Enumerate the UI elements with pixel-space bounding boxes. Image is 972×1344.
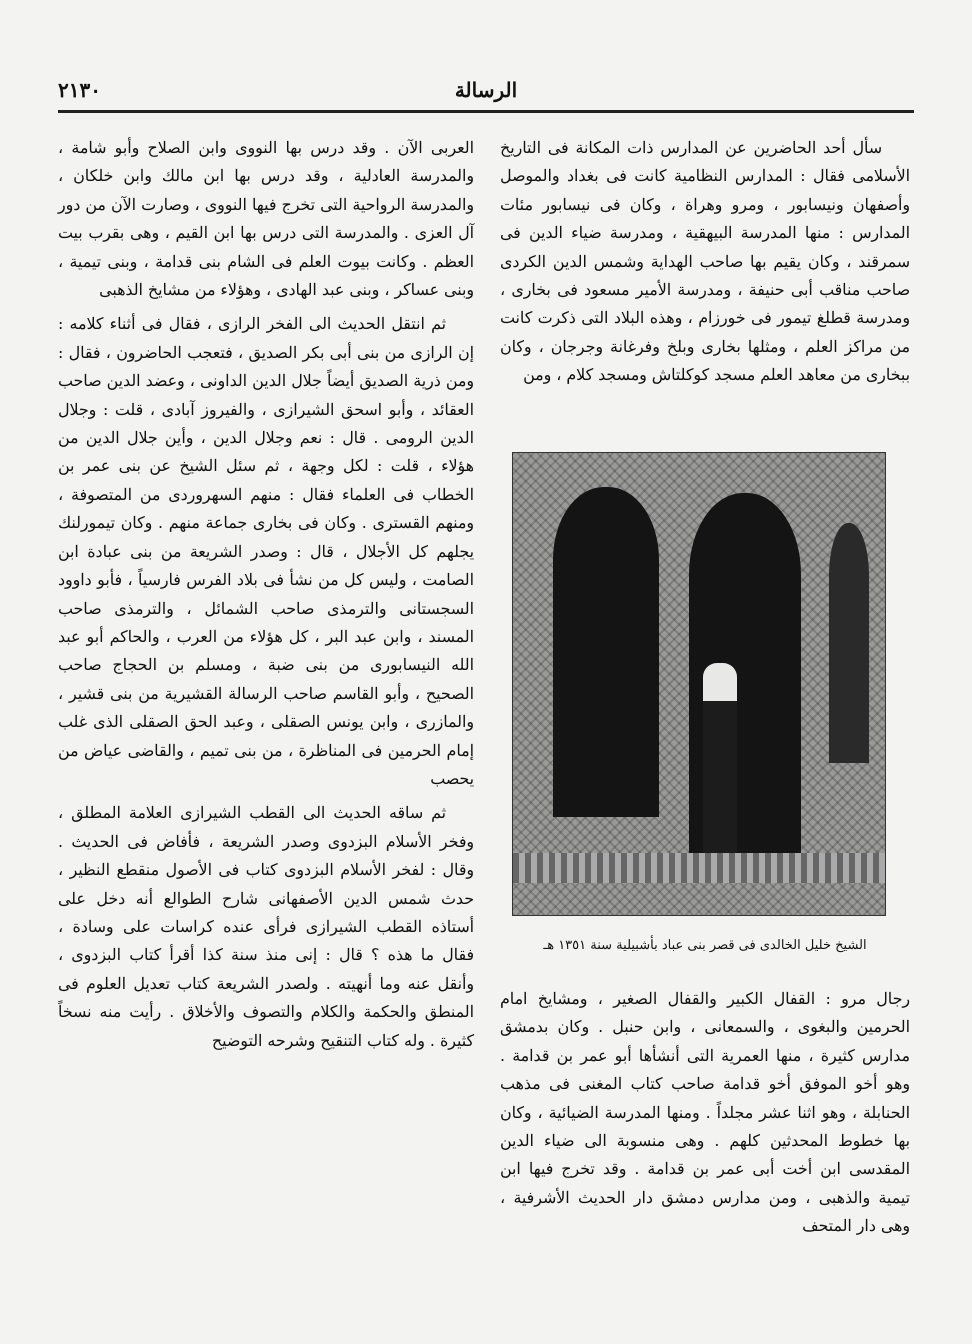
paragraph: ثم انتقل الحديث الى الفخر الرازى ، فقال فى أثناء كلامه : إن الرازى من بنى أبى بكر الصديق ، فتعجب الحاضرون ، فقال : ومن ذرية الصديق أيضاً جلال الدين الداونى ، وعضد الدين صاحب العقائد ، وأبو اسحق الشيرازى ، والفيروز آبادى ، قلت : وجلال الدين الرومى . قال : نعم وجلال الدين ، وأين جلال الدين من هؤلاء ، قلت : لكل وجهة ، ثم سئل الشيخ عن بنى عمر بن الخطاب فى العلماء فقال : منهم السهروردى من المتصوفة ، ومنهم القسترى . وكان فى بخارى جماعة منهم . وكان تيمورلنك يجلهم كل الأجلال ، قال : وصدر الشريعة من بنى عبادة ابن الصامت ، وليس كل من نشأ فى بلاد الفرس فارسياً ، فأبو داوود السجستانى والترمذى صاحب الشمائل ، والترمذى صاحب المسند ، وابن عبد البر ، كل هؤلاء من العرب ، والحاكم أبو عبد الله النيسابورى من بنى ضبة ، ومسلم بن الحجاج صاحب الصحيح ، وأبو القاسم صاحب الرسالة القشيرية من بنى قشير ، والمازرى ، وابن يونس الصقلى ، وعبد الحق الصقلى الذى غلب إمام الحرمين فى المناظرة ، من بنى تميم ، والقاضى عياض من يحصب <box>58 314 474 788</box>
arch-shape <box>553 487 659 817</box>
header-rule <box>58 110 914 113</box>
photo-sheikh-khalil-alkhalidi <box>512 452 886 916</box>
page-number: ٢١٣٠ <box>58 78 101 102</box>
paragraph: ثم ساقه الحديث الى القطب الشيرازى العلامة المطلق ، وفخر الأسلام البزدوى وصدر الشريعة ، فأفاض فى الحديث . وقال : لفخر الأسلام البزدوى كتاب فى الأصول منقطع النظير ، حدث شمس الدين الأصفهانى شارح الطوالع أنه دخل على أستاذه القطب الشيرازى فرأى عنده كراسات على وسادة ، فقال ما هذه ؟ قال : إنى منذ سنة كذا أقرأ كتاب البزدوى ، وأنقل عنه وما أنهيته . ولصدر الشريعة كتاب تعديل العلوم فى المنطق والحكمة والكلام والتصوف والأخلاق . رأيت منه نسخاً كثيرة . وله كتاب التنقيح وشرحه التوضيح <box>58 803 474 1050</box>
paragraph: سأل أحد الحاضرين عن المدارس ذات المكانة فى التاريخ الأسلامى فقال : المدارس النظامية كانت فى بغداد والموصل وأصفهان ونيسابور ، ومرو وهراة ، وكان فى نيسابور مئات المدارس : منها المدرسة البيهقية ، ومدرسة ضياء الدين فى سمرقند ، وكان يقيم بها صاحب الهداية وشمس الدين الكردى صاحب مناقب أبى حنيفة ، ومدرسة الأمير مسعود فى بخارى ، ومدرسة قطلغ تيمور فى خورزام ، وهذه البلاد التى ذكرت كانت من مراكز العلم ، ومثلها بخارى وبلخ وفرغانة وجرجان ، وكان ببخارى من معاهد العلم مسجد كوكلتاش ومسجد كلام ، ومن <box>500 138 910 385</box>
left-column <box>58 134 474 1055</box>
paragraph: رجال مرو : القفال الكبير والقفال الصغير ، ومشايخ امام الحرمين والبغوى ، والسمعانى ، وابن حنبل . وكان بدمشق مدارس كثيرة ، منها العمرية التى أنشأها أبو عمر بن قدامة . وهو أخو الموفق أخو قدامة صاحب كتاب المغنى فى مذهب الحنابلة ، وهو اثنا عشر مجلداً . ومنها المدرسة الضيائية ، وكان بها خطوط المحدثين كلهم . وهى منسوبة الى ضياء الدين المقدسى ابن أخت أبى عمر بن قدامة . وقد تخرج فيها ابن تيمية والذهبى ، ومن مدارس دمشق دار الحديث الأشرفية ، وهى دار المتحف <box>500 989 910 1236</box>
right-column-bottom <box>500 985 910 1241</box>
page-header <box>58 78 914 106</box>
page-header-title: الرسالة <box>454 78 518 102</box>
photo-caption: الشيخ خليل الخالدى فى قصر بنى عباد بأشبيلية سنة ١٣٥١ هـ <box>543 938 867 953</box>
standing-figure <box>703 663 737 853</box>
arch-shape <box>829 523 869 763</box>
tile-band <box>513 853 885 883</box>
paragraph: العربى الآن . وقد درس بها النووى وابن الصلاح وأبو شامة ، والمدرسة العادلية ، وقد درس بها ابن مالك وابن خلكان ، والمدرسة الرواحية التى تخرج فيها النووى ، وصارت الآن من دور آل العزى . والمدرسة التى درس بها ابن القيم ، وهى بقرب بيت العظم . وكانت بيوت العلم فى الشام بنى قدامة ، وبنى تيمية ، وبنى عساكر ، وبنى عبد الهادى ، وهؤلاء من مشايخ الذهبى <box>58 138 474 300</box>
right-column-top <box>500 134 910 390</box>
